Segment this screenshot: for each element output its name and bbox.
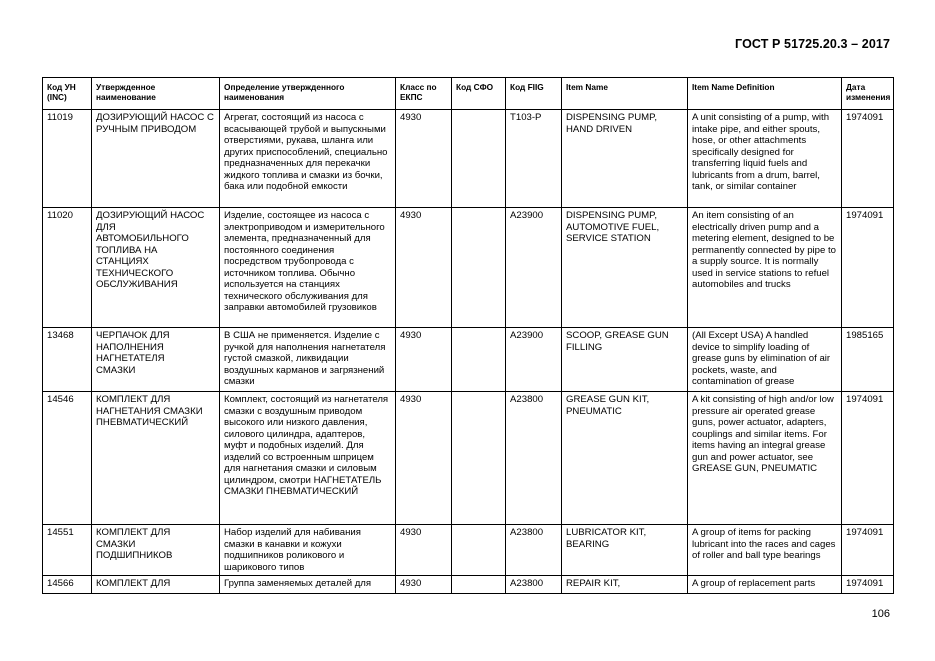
table-row [43,392,894,525]
cell-sfo-code [452,208,506,328]
table-row [43,576,894,594]
cell-fiig-code: T103-P [506,110,562,208]
cell-inc: 14546 [43,392,92,525]
cell-sfo-code [452,576,506,594]
table-row [43,208,894,328]
cell-inc: 14566 [43,576,92,594]
cell-item-name: DISPENSING PUMP, AUTOMOTIVE FUEL, SERVICE STATION [562,208,688,328]
table-header-row [43,78,894,110]
column-header-change-date: Дата изменения [842,78,894,110]
cell-ekps-class: 4930 [396,110,452,208]
cell-sfo-code [452,328,506,392]
column-header-approved-name: Утвержденное наименование [92,78,220,110]
cell-definition: Комплект, состоящий из нагнетателя смазки с воздушным приводом высокого или низкого давления, силового цилиндра, адаптеров, муфт и подобных изделий. Для изделий со встроенным шприцем для нагнетания смазки и силовым цилиндром, смотри НАГНЕТАТЕЛЬ СМАЗКИ ПНЕВМАТИЧЕСКИЙ [220,392,396,525]
table-row [43,110,894,208]
cell-change-date: 1974091 [842,392,894,525]
cell-fiig-code: A23900 [506,208,562,328]
cell-ekps-class: 4930 [396,392,452,525]
page-number: 106 [871,608,890,620]
cell-change-date: 1974091 [842,525,894,576]
cell-change-date: 1974091 [842,110,894,208]
cell-sfo-code [452,525,506,576]
cell-change-date: 1974091 [842,208,894,328]
table-row [43,525,894,576]
cell-ekps-class: 4930 [396,208,452,328]
cell-approved-name: КОМПЛЕКТ ДЛЯ НАГНЕТАНИЯ СМАЗКИ ПНЕВМАТИЧЕСКИЙ [92,392,220,525]
column-header-item-name: Item Name [562,78,688,110]
cell-fiig-code: A23800 [506,576,562,594]
cell-approved-name: ДОЗИРУЮЩИЙ НАСОС С РУЧНЫМ ПРИВОДОМ [92,110,220,208]
cell-inc: 11020 [43,208,92,328]
cell-fiig-code: A23800 [506,392,562,525]
cell-ekps-class: 4930 [396,576,452,594]
cell-definition: Набор изделий для набивания смазки в канавки и кожухи подшипников роликового и шарикового типов [220,525,396,576]
column-header-fiig-code: Код FIIG [506,78,562,110]
cell-fiig-code: A23900 [506,328,562,392]
cell-inc: 13468 [43,328,92,392]
cell-inc: 14551 [43,525,92,576]
cell-approved-name: ЧЕРПАЧОК ДЛЯ НАПОЛНЕНИЯ НАГНЕТАТЕЛЯ СМАЗКИ [92,328,220,392]
cell-definition: Агрегат, состоящий из насоса с всасывающей трубой и выпускными отверстиями, рукава, шланга или других приспособлений, специально предназначенных для перекачки жидкого топлива и смазки из бочки, бака или подобной емкости [220,110,396,208]
cell-sfo-code [452,392,506,525]
cell-item-name: GREASE GUN KIT, PNEUMATIC [562,392,688,525]
cell-item-name: REPAIR KIT, [562,576,688,594]
cell-sfo-code [452,110,506,208]
cell-approved-name: КОМПЛЕКТ ДЛЯ [92,576,220,594]
cell-item-name-definition: A unit consisting of a pump, with intake pipe, and either spouts, hose, or other attachments specifically designed for transferring liquid fuels and lubricants from a drum, barrel, tank, or similar container [688,110,842,208]
column-header-ekps-class: Класс по ЕКПС [396,78,452,110]
column-header-inc: Код УН (INC) [43,78,92,110]
cell-inc: 11019 [43,110,92,208]
cell-item-name-definition: (All Except USA) A handled device to simplify loading of grease guns by elimination of air pockets, waste, and contamination of grease [688,328,842,392]
cell-item-name-definition: A group of items for packing lubricant into the races and cages of roller and ball type bearings [688,525,842,576]
cell-ekps-class: 4930 [396,525,452,576]
cell-item-name-definition: A kit consisting of high and/or low pressure air operated grease guns, power actuator, adapters, couplings and similar items. For items having an integral grease gun and power actuator, see GREASE GUN, PNEUMATIC [688,392,842,525]
cell-change-date: 1985165 [842,328,894,392]
column-header-sfo-code: Код СФО [452,78,506,110]
cell-item-name: LUBRICATOR KIT, BEARING [562,525,688,576]
table-row [43,328,894,392]
cell-definition: В США не применяется. Изделие с ручкой для наполнения нагнетателя густой смазкой, ликвидации воздушных карманов и загрязнений смазки [220,328,396,392]
cell-change-date: 1974091 [842,576,894,594]
column-header-item-name-definition: Item Name Definition [688,78,842,110]
cell-item-name: DISPENSING PUMP, HAND DRIVEN [562,110,688,208]
column-header-definition: Определение утвержденного наименования [220,78,396,110]
cell-definition: Группа заменяемых деталей для [220,576,396,594]
cell-item-name-definition: A group of replacement parts [688,576,842,594]
cell-definition: Изделие, состоящее из насоса с электроприводом и измерительного элемента, предназначенный для постоянного соединения посредством трубопровода с источником топлива. Обычно используется на станциях технического обслуживания для заправки автомобилей грузовиков [220,208,396,328]
cell-ekps-class: 4930 [396,328,452,392]
document-standard-header: ГОСТ Р 51725.20.3 – 2017 [735,37,890,51]
cell-approved-name: КОМПЛЕКТ ДЛЯ СМАЗКИ ПОДШИПНИКОВ [92,525,220,576]
cell-item-name: SCOOP, GREASE GUN FILLING [562,328,688,392]
cell-item-name-definition: An item consisting of an electrically driven pump and a metering element, designed to be permanently connected by pipe to a supply source. It is normally used in service stations to refuel automobiles and trucks [688,208,842,328]
cell-fiig-code: A23800 [506,525,562,576]
gost-items-table [42,77,894,594]
cell-approved-name: ДОЗИРУЮЩИЙ НАСОС ДЛЯ АВТОМОБИЛЬНОГО ТОПЛИВА НА СТАНЦИЯХ ТЕХНИЧЕСКОГО ОБСЛУЖИВАНИЯ [92,208,220,328]
